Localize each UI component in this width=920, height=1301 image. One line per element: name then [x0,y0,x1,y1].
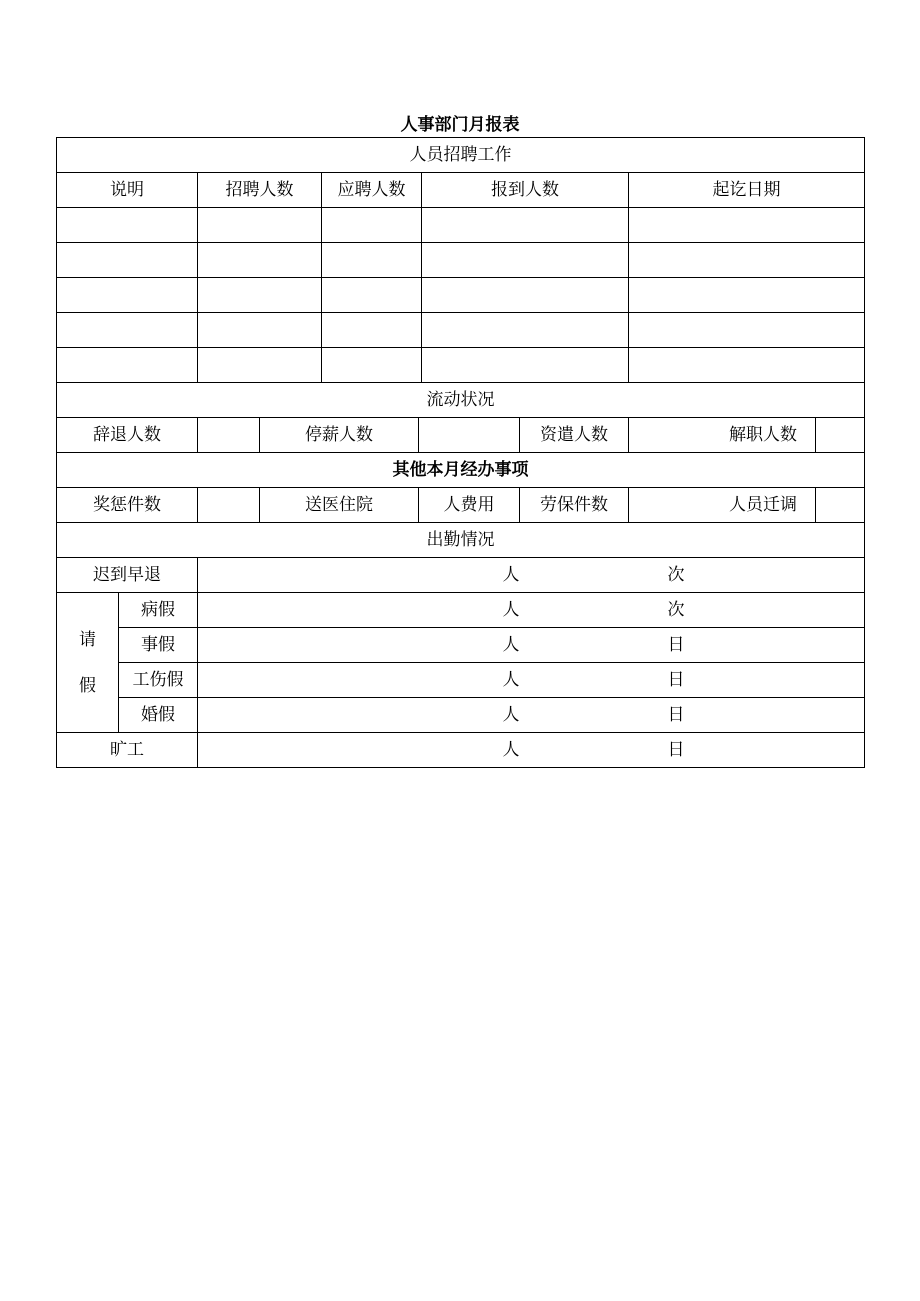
recruitment-row [57,208,865,243]
person-unit: 人 [502,565,520,585]
other-label: 奖惩件数 [57,488,198,523]
attendance-heading: 出勤情况 [57,523,865,558]
person-unit: 人 [502,670,520,690]
table-cell[interactable] [629,278,865,313]
attendance-row [57,698,865,733]
report-title: 人事部门月报表 [400,115,520,135]
person-unit: 人 [502,740,520,760]
day-unit: 日 [667,705,685,725]
leave-type-label: 病假 [119,593,198,628]
turnover-heading: 流动状况 [57,383,865,418]
person-unit: 人 [502,635,520,655]
attendance-value-cell[interactable] [198,628,865,663]
attendance-row [57,628,865,663]
table-cell[interactable] [57,348,198,383]
other-heading: 其他本月经办事项 [57,453,865,488]
table-cell[interactable] [422,278,629,313]
recruitment-row [57,243,865,278]
table-cell[interactable] [422,243,629,278]
table-cell[interactable] [198,348,322,383]
leave-group-label: 请 假 [57,593,119,733]
table-cell[interactable] [322,348,422,383]
other-value[interactable] [198,488,260,523]
person-unit: 人 [502,705,520,725]
recruitment-heading: 人员招聘工作 [57,138,865,173]
turnover-label: 解职人数 [629,418,816,453]
other-label: 劳保件数 [520,488,629,523]
other-label: 送医住院 [260,488,419,523]
other-row [57,488,865,523]
column-header: 应聘人数 [322,173,422,208]
table-cell[interactable] [629,348,865,383]
column-header: 起讫日期 [629,173,865,208]
table-cell[interactable] [322,278,422,313]
other-label: 人员迁调 [629,488,816,523]
day-unit: 日 [667,635,685,655]
other-value[interactable] [816,488,865,523]
attendance-value-cell[interactable] [198,733,865,768]
attendance-row [57,558,865,593]
count-unit: 次 [667,565,685,585]
attendance-value-cell[interactable] [198,593,865,628]
column-header: 招聘人数 [198,173,322,208]
table-cell[interactable] [198,243,322,278]
table-cell[interactable] [629,243,865,278]
leave-type-label: 婚假 [119,698,198,733]
recruitment-row [57,278,865,313]
count-unit: 次 [667,600,685,620]
table-cell[interactable] [57,278,198,313]
absent-label: 旷工 [57,733,198,768]
table-cell[interactable] [198,313,322,348]
table-cell[interactable] [322,208,422,243]
turnover-value[interactable] [198,418,260,453]
attendance-row [57,593,865,628]
turnover-label: 停薪人数 [260,418,419,453]
attendance-value-cell[interactable] [198,663,865,698]
column-header: 说明 [57,173,198,208]
turnover-value[interactable] [419,418,520,453]
column-header: 报到人数 [422,173,629,208]
table-cell[interactable] [198,208,322,243]
attendance-value-cell[interactable] [198,698,865,733]
table-cell[interactable] [322,313,422,348]
recruitment-row [57,348,865,383]
table-cell[interactable] [57,313,198,348]
person-unit: 人 [502,600,520,620]
recruitment-row [57,313,865,348]
other-label: 人费用 [419,488,520,523]
attendance-row [57,663,865,698]
table-cell[interactable] [198,278,322,313]
day-unit: 日 [667,740,685,760]
table-cell[interactable] [629,208,865,243]
attendance-value-cell[interactable] [198,558,865,593]
attendance-row [57,733,865,768]
turnover-value[interactable] [816,418,865,453]
table-cell[interactable] [422,348,629,383]
table-cell[interactable] [57,243,198,278]
recruitment-header-row [57,173,865,208]
hr-monthly-report-table [56,137,865,768]
table-cell[interactable] [422,208,629,243]
leave-type-label: 事假 [119,628,198,663]
turnover-label: 资遣人数 [520,418,629,453]
table-cell[interactable] [322,243,422,278]
table-cell[interactable] [57,208,198,243]
late-label: 迟到早退 [57,558,198,593]
turnover-row [57,418,865,453]
table-cell[interactable] [629,313,865,348]
table-cell[interactable] [422,313,629,348]
turnover-label: 辞退人数 [57,418,198,453]
leave-type-label: 工伤假 [119,663,198,698]
day-unit: 日 [667,670,685,690]
